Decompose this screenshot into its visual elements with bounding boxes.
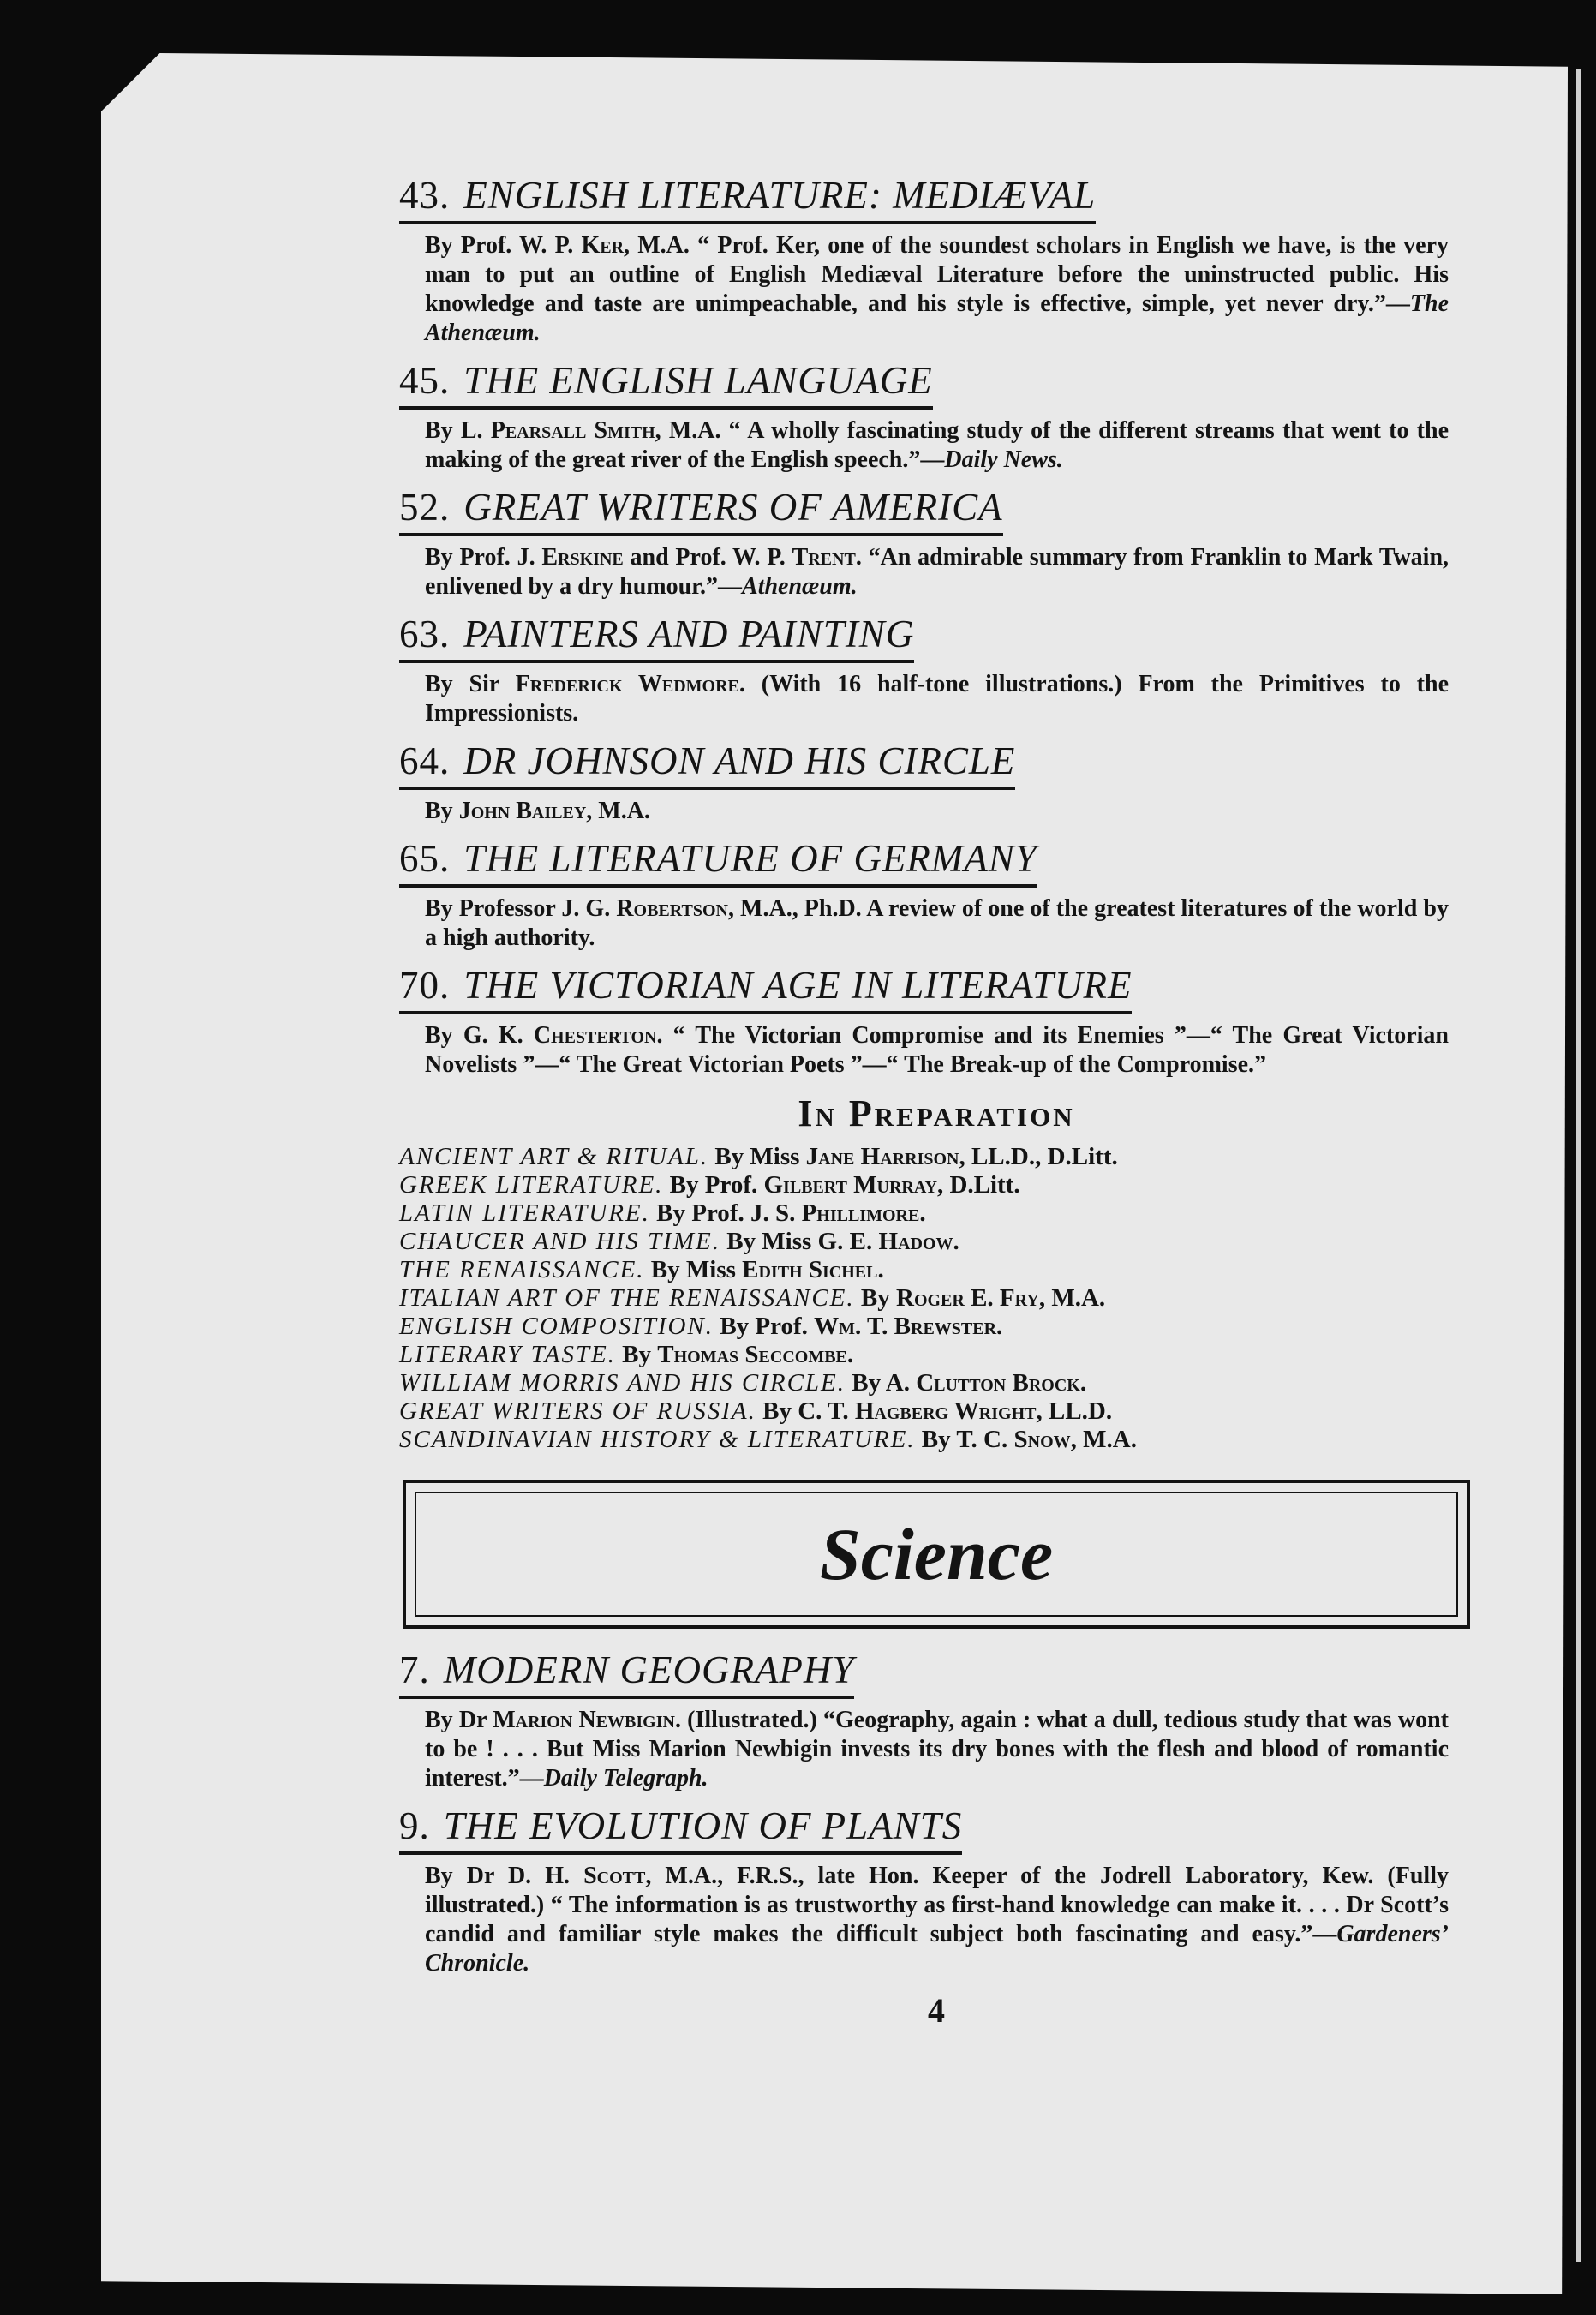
- entry-title: THE LITERATURE OF GERMANY: [463, 837, 1037, 880]
- entry-description: [425, 797, 1449, 826]
- preparation-author: Wm. T. Brewster: [814, 1313, 997, 1340]
- catalogue-entry: [399, 1802, 1473, 1978]
- preparation-author: Jane Harrison: [805, 1143, 959, 1170]
- preparation-title: CHAUCER AND HIS TIME.: [399, 1228, 720, 1255]
- preparation-author: Gilbert Murray: [763, 1171, 937, 1199]
- preparation-item: [399, 1313, 1473, 1341]
- entry-heading: [399, 1802, 962, 1855]
- preparation-author: Clutton Brock: [916, 1369, 1080, 1397]
- in-preparation-heading: In Preparation: [798, 1092, 1075, 1134]
- preparation-item: [399, 1143, 1473, 1171]
- preparation-title: WILLIAM MORRIS AND HIS CIRCLE.: [399, 1369, 846, 1397]
- entry-title: THE EVOLUTION OF PLANTS: [443, 1804, 963, 1847]
- catalogue-entry: [399, 171, 1473, 348]
- science-section-banner: [403, 1480, 1470, 1629]
- preparation-item: [399, 1256, 1473, 1284]
- entry-heading: [399, 1646, 854, 1699]
- entry-description: [425, 1862, 1449, 1978]
- catalogue-entry: [399, 610, 1473, 728]
- entry-description: [425, 416, 1449, 475]
- description-text: , M.A. “ A wholly fascinating study of the different streams that went to the making of the great river of the English speech.”—: [425, 417, 1449, 473]
- description-text: By Prof. J.: [425, 544, 542, 571]
- entry-number: 43.: [399, 174, 451, 217]
- preparation-by: By Prof.: [669, 1171, 764, 1199]
- entry-number: 7.: [399, 1648, 430, 1691]
- entry-heading: [399, 483, 1003, 536]
- preparation-title: ANCIENT ART & RITUAL.: [399, 1143, 709, 1170]
- preparation-item: [399, 1284, 1473, 1313]
- entry-description: [425, 231, 1449, 348]
- entry-description: [425, 543, 1449, 601]
- series-list-science: [399, 1646, 1473, 1978]
- description-text: By G. K.: [425, 1022, 534, 1049]
- entry-description: [425, 670, 1449, 728]
- entry-description: [425, 1021, 1449, 1080]
- entry-number: 65.: [399, 837, 451, 880]
- page-number: 4: [928, 1991, 945, 2030]
- entry-number: 64.: [399, 739, 451, 782]
- entry-heading: [399, 610, 914, 663]
- author-name: Chesterton: [533, 1022, 657, 1049]
- preparation-suffix: , M.A.: [1038, 1284, 1106, 1312]
- preparation-title: GREEK LITERATURE.: [399, 1171, 664, 1199]
- entry-title: PAINTERS AND PAINTING: [463, 613, 915, 655]
- entry-heading: [399, 834, 1037, 888]
- preparation-by: By Miss: [650, 1256, 743, 1283]
- author-name: Pearsall Smith: [490, 417, 655, 444]
- preparation-title: GREAT WRITERS OF RUSSIA.: [399, 1397, 756, 1425]
- quote-source: Athenæum.: [742, 573, 858, 600]
- preparation-author: Edith Sichel: [742, 1256, 878, 1283]
- description-text: and Prof. W. P.: [623, 544, 792, 571]
- preparation-suffix: , LL.D.: [1036, 1397, 1113, 1425]
- author-name: John Bailey: [458, 798, 587, 824]
- entry-number: 52.: [399, 486, 451, 529]
- preparation-suffix: , D.Litt.: [936, 1171, 1020, 1199]
- preparation-title: SCANDINAVIAN HISTORY & LITERATURE.: [399, 1426, 916, 1453]
- description-text: By Dr D. H.: [425, 1863, 584, 1889]
- description-text: By Professor J. G.: [425, 895, 617, 922]
- author-name: Ker: [581, 232, 625, 259]
- science-label: Science: [415, 1492, 1458, 1617]
- quote-source: Gardeners’ Chronicle.: [425, 1921, 1449, 1977]
- preparation-by: By A.: [852, 1369, 917, 1397]
- preparation-suffix: , M.A.: [1070, 1426, 1137, 1453]
- author-name: Robertson: [616, 895, 728, 922]
- preparation-item: [399, 1341, 1473, 1369]
- preparation-by: By: [860, 1284, 896, 1312]
- author-name: Erskine: [541, 544, 624, 571]
- entry-title: THE ENGLISH LANGUAGE: [463, 359, 933, 402]
- preparation-suffix: .: [996, 1313, 1003, 1340]
- description-text: By: [425, 798, 459, 824]
- entry-heading: [399, 737, 1015, 790]
- preparation-author: Roger E. Fry: [896, 1284, 1039, 1312]
- description-text: By Sir: [425, 671, 516, 697]
- preparation-title: THE RENAISSANCE.: [399, 1256, 645, 1283]
- preparation-suffix: .: [1079, 1369, 1087, 1397]
- entry-title: MODERN GEOGRAPHY: [443, 1648, 855, 1691]
- preparation-author: Hagberg Wright: [854, 1397, 1037, 1425]
- description-text: . (Illustrated.) “Geography, again : what a dull, tedious study that was wont to be ! . . . But Miss Marion Newbigin invests its dry bones with the flesh and blood of romantic interest.”—: [425, 1707, 1449, 1792]
- author-name: Trent: [792, 544, 856, 571]
- series-list-literature: [399, 171, 1473, 1080]
- preparation-by: By C. T.: [762, 1397, 855, 1425]
- preparation-suffix: .: [877, 1256, 884, 1283]
- entry-title: ENGLISH LITERATURE: MEDIÆVAL: [463, 174, 1097, 217]
- preparation-item: [399, 1426, 1473, 1454]
- entry-title: GREAT WRITERS OF AMERICA: [463, 486, 1003, 529]
- preparation-author: Hadow: [878, 1228, 953, 1255]
- entry-number: 45.: [399, 359, 451, 402]
- entry-title: DR JOHNSON AND HIS CIRCLE: [463, 739, 1016, 782]
- description-text: , M.A., F.R.S., late Hon. Keeper of the Jodrell Laboratory, Kew. (Fully illustrated.) “ The information is as trustworthy as first-hand knowledge can make it. . . . Dr Scott’s candid and familiar style makes the difficult subject both fascinating and easy.”—: [425, 1863, 1449, 1947]
- preparation-title: LITERARY TASTE.: [399, 1341, 616, 1368]
- preparation-by: By Prof. J. S.: [656, 1199, 802, 1227]
- catalogue-entry: [399, 834, 1473, 953]
- preparation-title: ENGLISH COMPOSITION.: [399, 1313, 714, 1340]
- preparation-by: By Miss G. E.: [726, 1228, 879, 1255]
- page-content: [399, 171, 1473, 2031]
- entry-title: THE VICTORIAN AGE IN LITERATURE: [463, 964, 1133, 1007]
- author-name: Frederick Wedmore: [515, 671, 739, 697]
- catalogue-entry: [399, 356, 1473, 475]
- catalogue-entry: [399, 737, 1473, 826]
- entry-description: [425, 894, 1449, 953]
- preparation-author: Phillimore: [801, 1199, 920, 1227]
- preparation-by: By Miss: [714, 1143, 806, 1170]
- preparation-suffix: .: [953, 1228, 959, 1255]
- description-text: By Prof. W. P.: [425, 232, 582, 259]
- preparation-author: Snow: [1013, 1426, 1071, 1453]
- preparation-item: [399, 1171, 1473, 1199]
- entry-description: [425, 1706, 1449, 1793]
- description-text: , M.A. “ Prof. Ker, one of the soundest scholars in English we have, is the very man to put an outline of English Mediæval Literature before the uninstructed public. His knowledge and taste are unimpeachable, and his style is effective, simple, yet never dry.”—: [425, 232, 1449, 317]
- preparation-by: By T. C.: [921, 1426, 1014, 1453]
- entry-heading: [399, 356, 933, 410]
- entry-number: 9.: [399, 1804, 430, 1847]
- preparation-item: [399, 1397, 1473, 1426]
- author-name: Scott: [583, 1863, 646, 1889]
- catalogue-entry: [399, 483, 1473, 601]
- quote-source: Daily News.: [944, 446, 1063, 473]
- entry-number: 70.: [399, 964, 451, 1007]
- description-text: . “ The Victorian Compromise and its Enemies ”—“ The Great Victorian Novelists ”—“ The Great Victorian Poets ”—“ The Break-up of the Compromise.”: [425, 1022, 1450, 1078]
- description-text: . (With 16 half-tone illustrations.) From the Primitives to the Impressionists.: [425, 671, 1450, 727]
- preparation-suffix: , LL.D., D.Litt.: [959, 1143, 1118, 1170]
- preparation-suffix: .: [846, 1341, 854, 1368]
- preparation-item: [399, 1228, 1473, 1256]
- preparation-suffix: .: [919, 1199, 926, 1227]
- preparation-title: LATIN LITERATURE.: [399, 1199, 650, 1227]
- preparation-title: ITALIAN ART OF THE RENAISSANCE.: [399, 1284, 855, 1312]
- preparation-item: [399, 1369, 1473, 1397]
- description-text: By L.: [425, 417, 491, 444]
- catalogue-entry: [399, 961, 1473, 1080]
- preparation-author: Thomas Seccombe: [657, 1341, 847, 1368]
- quote-source: The Athenæum.: [425, 290, 1449, 346]
- description-text: , M.A., Ph.D. A review of one of the greatest literatures of the world by a high authority.: [425, 895, 1449, 951]
- in-preparation-list: [399, 1143, 1473, 1454]
- entry-number: 63.: [399, 613, 451, 655]
- entry-heading: [399, 961, 1132, 1014]
- catalogue-entry: [399, 1646, 1473, 1793]
- preparation-item: [399, 1199, 1473, 1228]
- entry-heading: [399, 171, 1096, 224]
- description-text: By Dr: [425, 1707, 493, 1733]
- description-text: . “An admirable summary from Franklin to Mark Twain, enlivened by a dry humour.”—: [425, 544, 1450, 600]
- preparation-by: By: [622, 1341, 658, 1368]
- author-name: Marion Newbigin: [493, 1707, 675, 1733]
- description-text: , M.A.: [586, 798, 650, 824]
- preparation-by: By Prof.: [720, 1313, 815, 1340]
- book-spine-edge: [1576, 69, 1581, 2262]
- quote-source: Daily Telegraph.: [543, 1765, 708, 1792]
